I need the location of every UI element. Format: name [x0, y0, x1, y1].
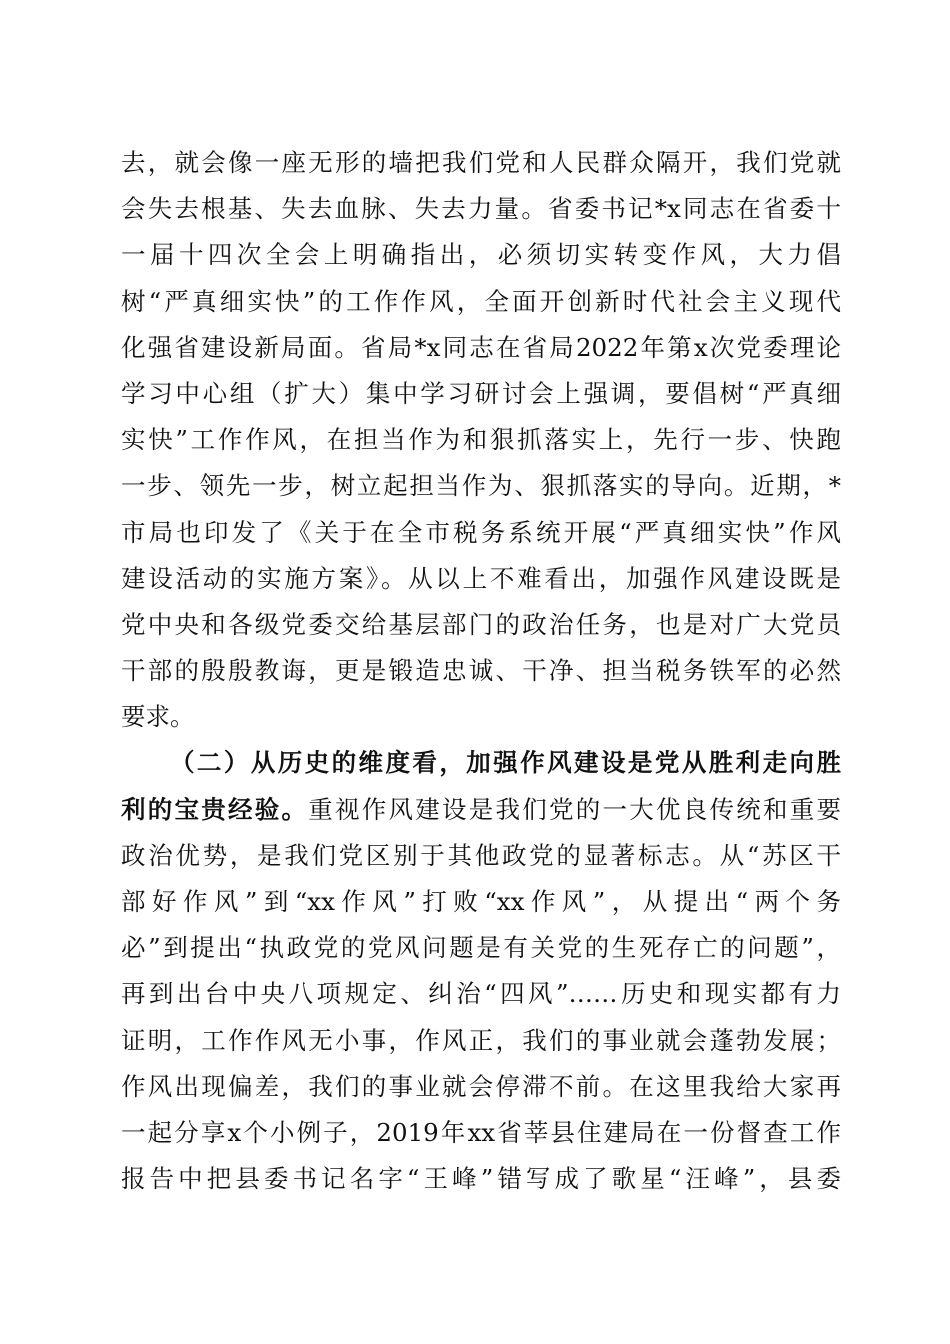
paragraph-line: 会失去根基、失去血脉、失去力量。省委书记*x同志在省委十 [121, 194, 841, 224]
paragraph-line: 作风出现偏差，我们的事业就会停滞不前。在这里我给大家再 [121, 1071, 841, 1101]
paragraph-line: 一届十四次全会上明确指出，必须切实转变作风，大力倡 [121, 240, 841, 270]
paragraph-line: 建设活动的实施方案》。从以上不难看出，加强作风建设既是 [121, 563, 841, 593]
paragraph-line: 报告中把县委书记名字“王峰”错写成了歌星“汪峰”，县委 [121, 1164, 841, 1194]
paragraph-line: 化强省建设新局面。省局*x同志在省局2022年第x次党委理论 [121, 332, 841, 362]
paragraph-line: 要求。 [121, 702, 195, 732]
paragraph-line: 实快”工作作风，在担当作为和狠抓落实上，先行一步、快跑 [121, 425, 841, 455]
paragraph-line: 政治优势，是我们党区别于其他政党的显著标志。从“苏区干 [121, 840, 841, 870]
paragraph-line: 一起分享x个小例子，2019年xx省莘县住建局在一份督查工作 [121, 1117, 841, 1147]
paragraph-line: 市局也印发了《关于在全市税务系统开展“严真细实快”作风 [121, 517, 841, 547]
paragraph-line: 再到出台中央八项规定、纠治“四风”……历史和现实都有力 [121, 979, 841, 1009]
paragraph-line: 证明，工作作风无小事，作风正，我们的事业就会蓬勃发展； [121, 1025, 841, 1055]
paragraph-line: 必”到提出“执政党的党风问题是有关党的生死存亡的问题”， [121, 933, 841, 963]
paragraph-line: 部好作风”到“xx作风”打败“xx作风”，从提出“两个务 [121, 887, 841, 916]
section-heading-end: 利的宝贵经验。 [121, 794, 309, 824]
body-text [121, 140, 841, 1202]
section-heading-continuation [121, 787, 841, 833]
paragraph-line: 党中央和各级党委交给基层部门的政治任务，也是对广大党员 [121, 609, 841, 639]
paragraph-line: 干部的殷殷教诲，更是锻造忠诚、干净、担当税务铁军的必然 [121, 656, 841, 686]
section-heading: （二）从历史的维度看，加强作风建设是党从胜利走向胜 [170, 748, 841, 778]
paragraph-line: 学习中心组（扩大）集中学习研讨会上强调，要倡树“严真细 [121, 378, 841, 408]
paragraph-line: 一步、领先一步，树立起担当作为、狠抓落实的导向。近期，* [121, 471, 841, 501]
paragraph-line: 树“严真细实快”的工作作风，全面开创新时代社会主义现代 [121, 286, 841, 316]
paragraph-line: 去，就会像一座无形的墙把我们党和人民群众隔开，我们党就 [121, 148, 841, 177]
paragraph-text: 重视作风建设是我们党的一大优良传统和重要 [308, 794, 841, 824]
